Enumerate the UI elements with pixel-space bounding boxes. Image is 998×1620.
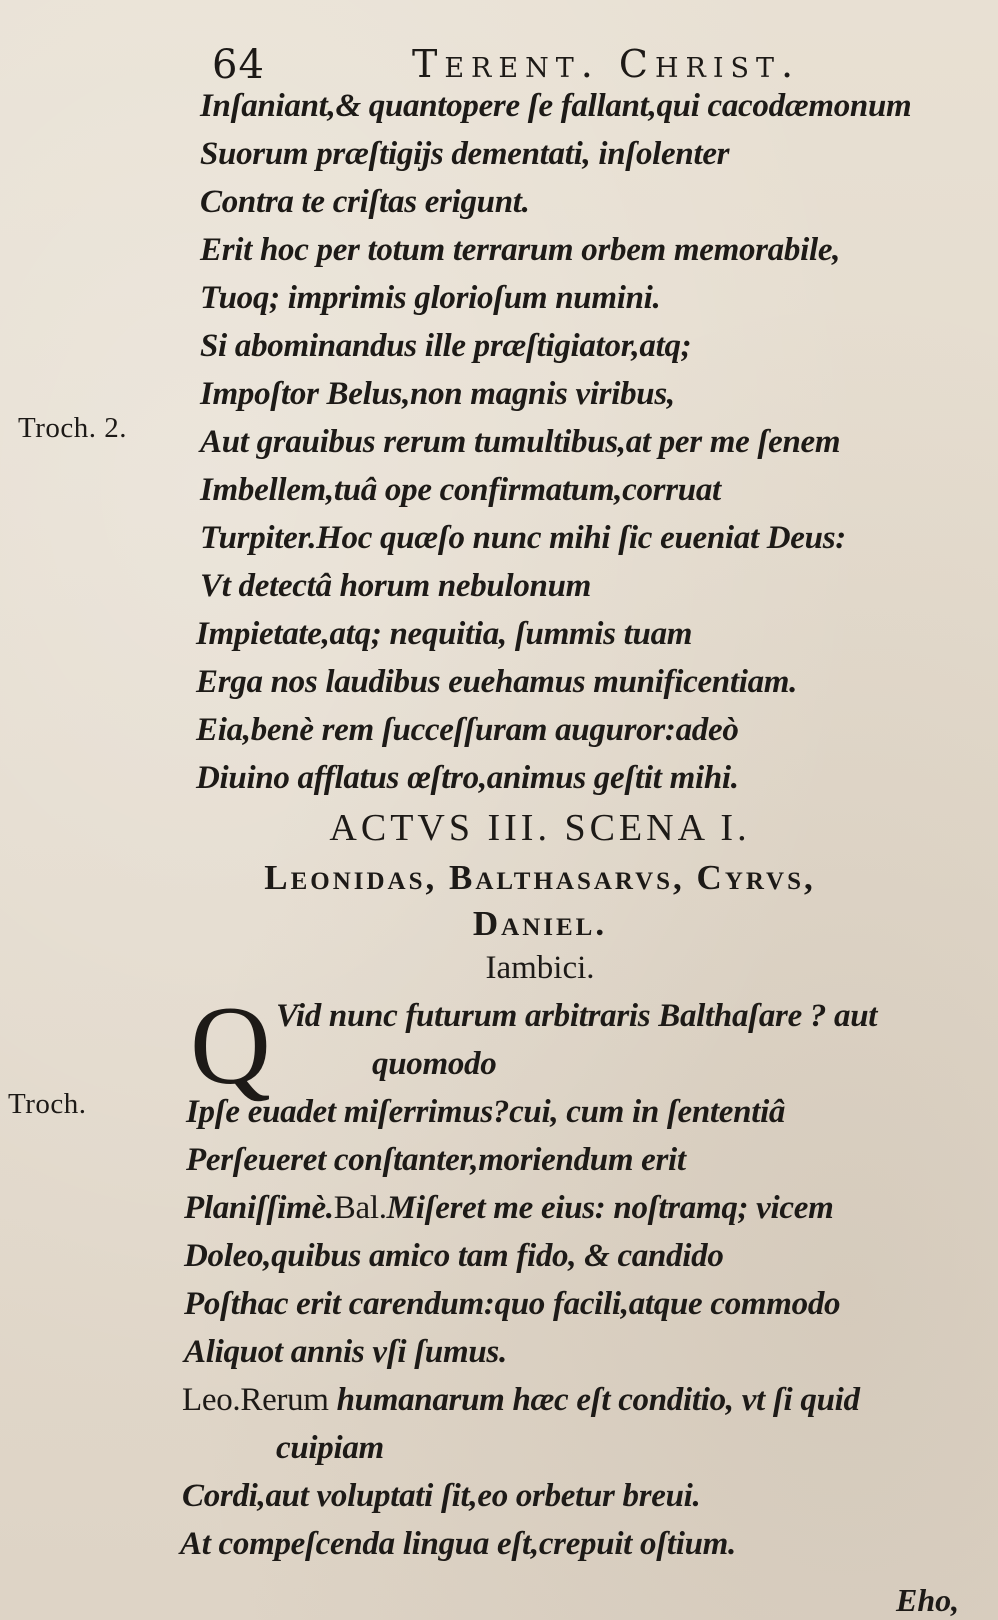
verse-line: Erga nos laudibus euehamus munificentiam.	[196, 664, 798, 700]
meter-label: Iambici.	[485, 950, 595, 986]
margin-note: Troch. 2.	[18, 412, 127, 444]
verse-line: Ipſe euadet miſerrimus?cui, cum in ſententiâ	[186, 1094, 786, 1130]
drop-cap: Q	[190, 984, 271, 1108]
verse-line: Perſeueret conſtanter,moriendum erit	[186, 1142, 686, 1178]
verse-line: Turpiter.Hoc quæſo nunc mihi ſic eueniat Deus:	[200, 520, 846, 556]
verse-line: quomodo	[372, 1046, 497, 1082]
running-title: Terent. Christ.	[412, 42, 801, 86]
speaker-label: Bal.	[333, 1190, 387, 1226]
margin-note: Troch.	[8, 1088, 87, 1120]
verse-line: Impoſtor Belus,non magnis viribus,	[200, 376, 675, 412]
verse-line: cuipiam	[276, 1430, 384, 1466]
verse-line: Si abominandus ille præſtigiator,atq;	[200, 328, 692, 364]
verse-line: Erit hoc per totum terrarum orbem memorabile,	[200, 232, 841, 268]
verse-line: Cordi,aut voluptati ſit,eo orbetur breui.	[182, 1478, 701, 1514]
verse-line: Eia,benè rem ſucceſſuram auguror:adeò	[196, 712, 739, 748]
scene-heading: ACTVS III. SCENA I.	[329, 807, 751, 849]
catchword: Eho,	[896, 1582, 960, 1618]
verse-line: Tuoq; imprimis glorioſum numini.	[200, 280, 661, 316]
dramatis-personae: Daniel.	[472, 904, 608, 943]
verse-line	[182, 1384, 860, 1417]
verse-line: Imbellem,tuâ ope confirmatum,corruat	[200, 472, 721, 508]
verse-line: Aut grauibus rerum tumultibus,at per me ſenem	[200, 424, 841, 460]
verse-line: Doleo,quibus amico tam fido, & candido	[184, 1238, 724, 1274]
verse-line: Vt detectâ horum nebulonum	[200, 568, 592, 604]
verse-segment: humanarum hæc eſt conditio, vt ſi quid	[328, 1382, 860, 1418]
verse-line: Inſaniant,& quantopere ſe fallant,qui cacodæmonum	[200, 88, 912, 124]
verse-line: Aliquot annis vſi ſumus.	[184, 1334, 507, 1370]
verse-line: Poſthac erit carendum:quo facili,atque commodo	[184, 1286, 841, 1322]
verse-segment: Miſeret me eius: noſtramq; vicem	[386, 1190, 834, 1226]
verse-segment: Planiſſimè.	[184, 1190, 334, 1226]
page-header	[212, 28, 832, 88]
speaker-label: Leo.Rerum	[182, 1382, 329, 1418]
verse-line: Contra te criſtas erigunt.	[200, 184, 530, 220]
verse-line: Impietate,atq; nequitia, ſummis tuam	[196, 616, 693, 652]
verse-line	[184, 1192, 833, 1225]
dramatis-personae: Leonidas, Balthasarvs, Cyrvs,	[264, 858, 816, 897]
verse-line: Diuino afflatus œſtro,animus geſtit mihi.	[196, 760, 739, 796]
verse-line: At compeſcenda lingua eſt,crepuit oſtium.	[180, 1526, 736, 1562]
verse-line: Vid nunc futurum arbitraris Balthaſare ? aut	[276, 998, 878, 1034]
page-number: 64	[212, 42, 265, 88]
verse-line: Suorum præſtigijs dementati, inſolenter	[200, 136, 730, 172]
